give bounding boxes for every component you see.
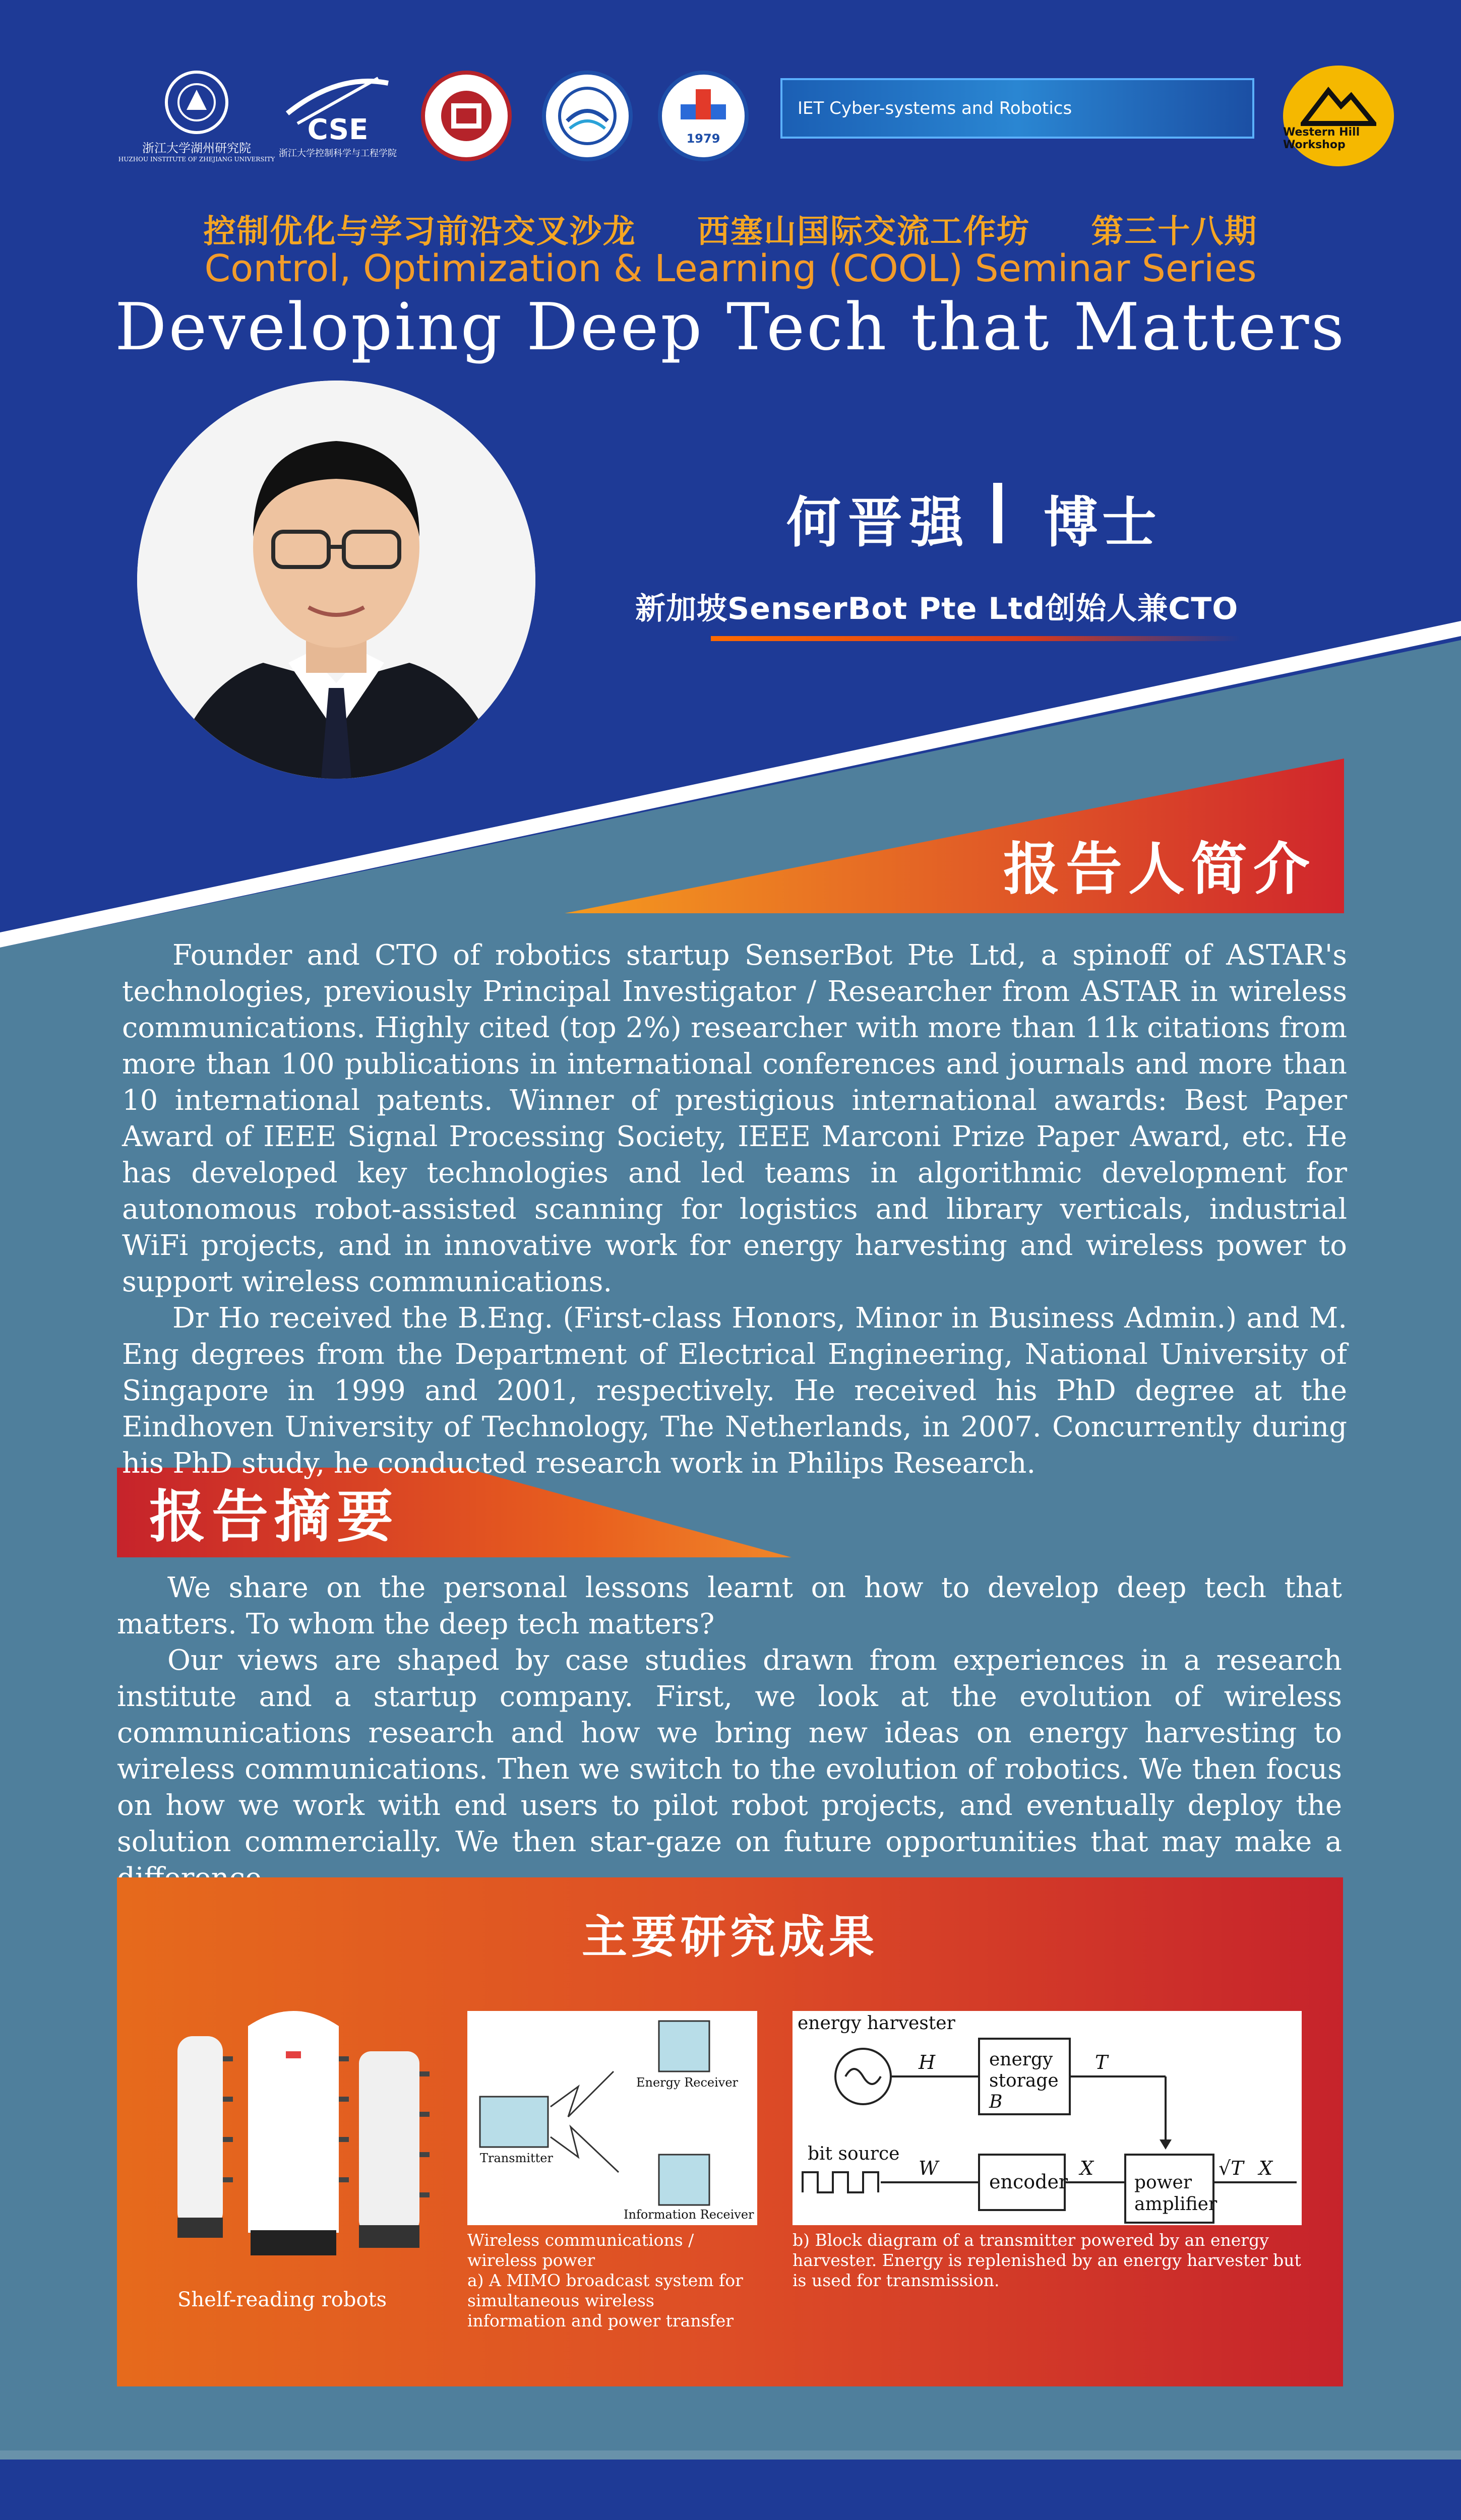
bd-tk-label: T	[1095, 2051, 1108, 2073]
seminar-en-title: Control, Optimization & Learning (COOL) Seminar Series	[204, 247, 1257, 290]
logo-iet	[780, 78, 1254, 139]
bd-storage-label: storage	[989, 2070, 1059, 2091]
seminar-cn-title: 控制优化与学习前沿交叉沙龙 西塞山国际交流工作坊 第三十八期	[203, 213, 1258, 250]
bd-energy-label: energy	[989, 2049, 1053, 2070]
abstract-heading: 报告摘要	[149, 1484, 399, 1550]
mimo-transmitter-label: Transmitter	[480, 2151, 553, 2165]
bd-output-label: √T	[1219, 2157, 1244, 2179]
block-diagram-panel	[793, 2011, 1302, 2225]
bio-text	[122, 937, 1347, 1482]
bd-power-label: power	[1134, 2172, 1192, 2193]
university-seal-icon	[439, 88, 494, 144]
mimo-info-receiver-label: Information Receiver	[624, 2208, 754, 2222]
energy-harvester-block-diagram	[793, 2011, 1302, 2225]
speaker-divider	[993, 483, 1002, 543]
robots-caption: Shelf-reading robots	[177, 2288, 387, 2311]
zju-huzhou-label: 浙江大学湖州研究院	[142, 141, 251, 155]
bd-hk-label: H	[919, 2051, 936, 2073]
bd-amplifier-label: amplifier	[1134, 2194, 1218, 2215]
speaker-portrait	[137, 381, 535, 779]
bd-bk-label: B	[989, 2092, 1003, 2112]
bd-energy-harvester-label: energy harvester	[798, 2013, 955, 2034]
logo-university-red	[418, 66, 514, 166]
affiliation-underline	[711, 636, 1240, 641]
bd-wk-label: W	[919, 2157, 939, 2179]
bd-xkn-label: X	[1080, 2157, 1094, 2179]
speaker-title: 博士	[1044, 491, 1161, 554]
achievements-panel	[117, 1877, 1343, 2386]
wireless-caption-title: Wireless communications / wireless power	[467, 2230, 694, 2270]
mimo-diagram-panel	[467, 2011, 757, 2225]
speaker-photo	[137, 381, 535, 779]
zju-emblem-icon	[164, 70, 229, 135]
iet-label: IET Cyber-systems and Robotics	[798, 98, 1072, 118]
bd-bit-source-label: bit source	[808, 2144, 900, 2164]
abstract-text	[117, 1570, 1342, 1897]
mountain-icon	[1301, 81, 1376, 126]
bd-encoder-label: encoder	[989, 2171, 1068, 2193]
bio-paragraph: Dr Ho received the B.Eng. (First-class Honors, Minor in Business Admin.) and M. Eng degrees from the Department of Electrical Engineering, National University of Singapore in 1999 and 2001, respectively. He received his PhD degree at the Eindhoven University of Technology, The Netherlands, in 2007. Concurrently during his PhD study, he conducted research work in Philips Research.	[122, 1302, 1347, 1480]
logo-western-hill	[1281, 66, 1396, 166]
society-cross-icon	[678, 87, 728, 132]
achievements-heading: 主要研究成果	[582, 1911, 878, 1964]
speaker-name: 何晋强	[786, 491, 971, 554]
bio-heading: 报告人简介	[1003, 837, 1316, 902]
zju-huzhou-en-label: HUZHOU INSTITUTE OF ZHEJIANG UNIVERSITY	[118, 155, 275, 163]
abstract-paragraph: Our views are shaped by case studies drawn from experiences in a research institute and a startup company. First, we look at the evolution of wireless communications research and how we bring new ideas on energy harvesting to wireless communications. Then we switch to the evolution of robotics. We then focus on how we work with end users to pilot robot projects, and eventually deploy the solution commercially. We then star-gaze on future opportunities that may make a	[117, 1644, 1342, 1858]
cse-sub-label: 浙江大学控制科学与工程学院	[279, 148, 397, 159]
logo-zju-huzhou	[91, 66, 302, 166]
mimo-caption: a) A MIMO broadcast system for simultaneous wireless information and power transfer	[467, 2271, 743, 2330]
logo-society	[655, 66, 751, 166]
logo-cse	[272, 66, 403, 166]
cse-label: CSE	[307, 113, 369, 146]
bio-paragraph: Founder and CTO of robotics startup SenserBot Pte Ltd, a spinoff of ASTAR's technologies, previously Principal Investigator / Researcher from ASTAR in wireless communications. Highly cited (top 2%) researcher with more than 11k citations from more than 100 publications in international conferences and journals and more than 10 international patents. Winner of prestigious international awards: Best Paper Award of IEEE Signal Processing Society, IEEE Marconi Prize Paper Award, etc. He has developed key technologies and led teams in algorithmic development for autonomous robot-assisted scanning for logistics and library verticals, industrial WiFi projects, and in innovative work for energy harvesting and wireless power to support wireless communications.	[122, 939, 1347, 1298]
abstract-paragraph: We share on the personal lessons learnt on how to develop deep tech that matters. To whom the deep tech matters?	[117, 1571, 1342, 1641]
mimo-diagram	[467, 2011, 757, 2225]
society-year: 1979	[686, 131, 720, 146]
block-diagram-caption: b) Block diagram of a transmitter powered by an energy harvester. Energy is replenished by an energy harvester but is used for transmission.	[793, 2230, 1301, 2290]
bd-output2-label: X	[1259, 2157, 1273, 2179]
footer-heading	[413, 2512, 1121, 2520]
speaker-affiliation: 新加坡SenserBot Pte Ltd创始人兼CTO	[635, 591, 1239, 626]
talk-title: Developing Deep Tech that Matters	[114, 290, 1347, 365]
wireless-caption	[467, 2230, 750, 2331]
logo-university-blue	[539, 66, 635, 166]
mimo-energy-receiver-label: Energy Receiver	[636, 2075, 739, 2090]
university-emblem-blue-icon	[557, 86, 618, 146]
western-hill-label: Western Hill Workshop	[1283, 126, 1360, 151]
shelf-reading-robots-image	[167, 1996, 450, 2268]
